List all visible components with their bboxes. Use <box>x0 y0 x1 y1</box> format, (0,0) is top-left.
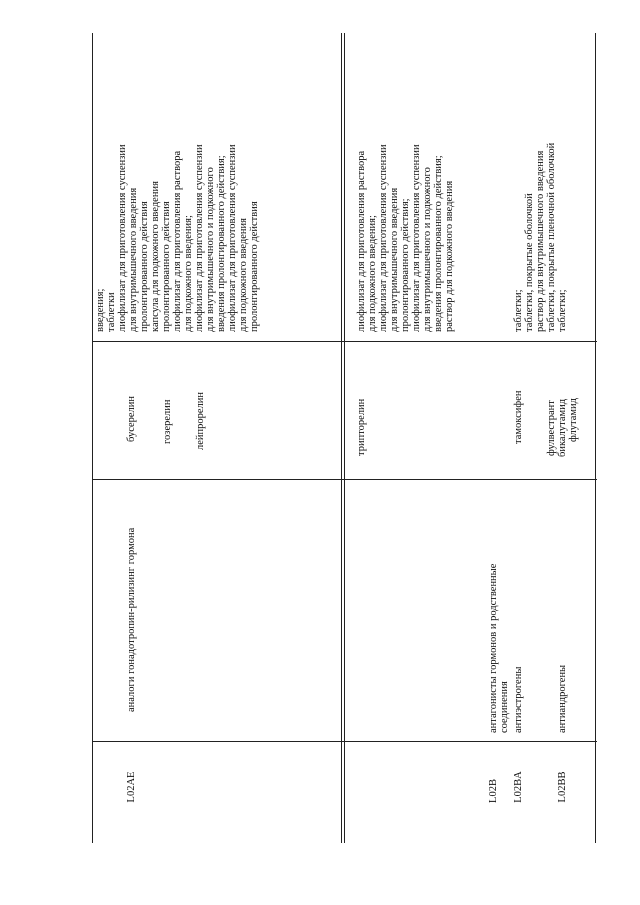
form-line: для внутримышечного и подкожного <box>205 167 216 332</box>
form-line: таблетки <box>106 292 117 332</box>
form-line: введения пролонгированного действия; <box>216 155 227 332</box>
group-line: соединения <box>499 681 510 733</box>
table-border-bottom <box>595 33 596 843</box>
drug-buserelin: бусерелин <box>126 395 137 442</box>
drug-bicalutamide: бикалутамид <box>557 398 568 457</box>
table-border-top <box>92 33 93 843</box>
drug-triptorelin: трипторелин <box>356 398 367 456</box>
form-line: для подкожного введения <box>238 218 249 332</box>
group-gnrh-analogues: аналоги гонадотропин-рилизинг гормона <box>126 527 137 712</box>
form-line: лиофилизат для приготовления раствора <box>172 150 183 332</box>
form-line: введения; <box>95 288 106 332</box>
form-line: лиофилизат для приготовления суспензии <box>117 144 128 332</box>
drug-leuprorelin: лейпрорелин <box>195 391 206 450</box>
form-line: для подкожного введения; <box>367 215 378 332</box>
forms-triptorelin <box>356 144 455 332</box>
group-hormone-antagonists <box>488 564 510 733</box>
form-line: раствор для внутримышечного введения <box>535 150 546 332</box>
form-line: раствор для подкожного введения <box>444 180 455 332</box>
form-line: лиофилизат для приготовления суспензии <box>378 144 389 332</box>
form-line: пролонгированного действия; <box>400 198 411 332</box>
rotated-table <box>92 33 597 843</box>
block-separator-b <box>344 33 345 843</box>
form-line: таблетки, покрытые пленочной оболочкой <box>546 142 557 332</box>
form-line: лиофилизат для приготовления суспензии <box>194 144 205 332</box>
group-antiestrogens: антиэстрогены <box>513 666 524 733</box>
form-line: таблетки; <box>557 289 568 332</box>
form-line: для внутримышечного введения <box>128 187 139 332</box>
code-l02ae: L02AE <box>126 771 137 803</box>
drug-fulvestrant: фулвестрант <box>546 400 557 456</box>
drug-tamoxifen: тамоксифен <box>513 390 524 444</box>
form-line: введения пролонгированного действия; <box>433 155 444 332</box>
form-line: для подкожного введения; <box>183 215 194 332</box>
code-l02bb: L02BB <box>557 771 568 803</box>
form-line: лиофилизат для приготовления суспензии <box>227 144 238 332</box>
form-line: для внутримышечного и подкожного <box>422 167 433 332</box>
forms-block2-lower <box>513 143 568 332</box>
block-separator-a <box>341 33 342 843</box>
form-line: лиофилизат для приготовления суспензии <box>411 144 422 332</box>
group-line: антагонисты гормонов и родственные <box>488 563 499 733</box>
form-line: таблетки; <box>513 289 524 332</box>
form-line: пролонгированного действия <box>249 201 260 332</box>
form-line: для внутримышечного введения <box>389 187 400 332</box>
code-l02ba: L02BA <box>513 771 524 803</box>
drug-flutamide: флутамид <box>568 397 579 442</box>
form-line: пролонгированного действия <box>139 201 150 332</box>
group-antiandrogens: антиандрогены <box>557 664 568 733</box>
forms-block1 <box>95 144 260 332</box>
drug-goserelin: гозерелин <box>162 399 173 444</box>
form-line: пролонгированного действия <box>161 201 172 332</box>
form-line: лиофилизат для приготовления раствора <box>356 150 367 332</box>
form-line: таблетки, покрытые оболочкой <box>524 193 535 332</box>
form-line: капсула для подкожного введения <box>150 181 161 332</box>
code-l02b: L02B <box>488 779 499 803</box>
